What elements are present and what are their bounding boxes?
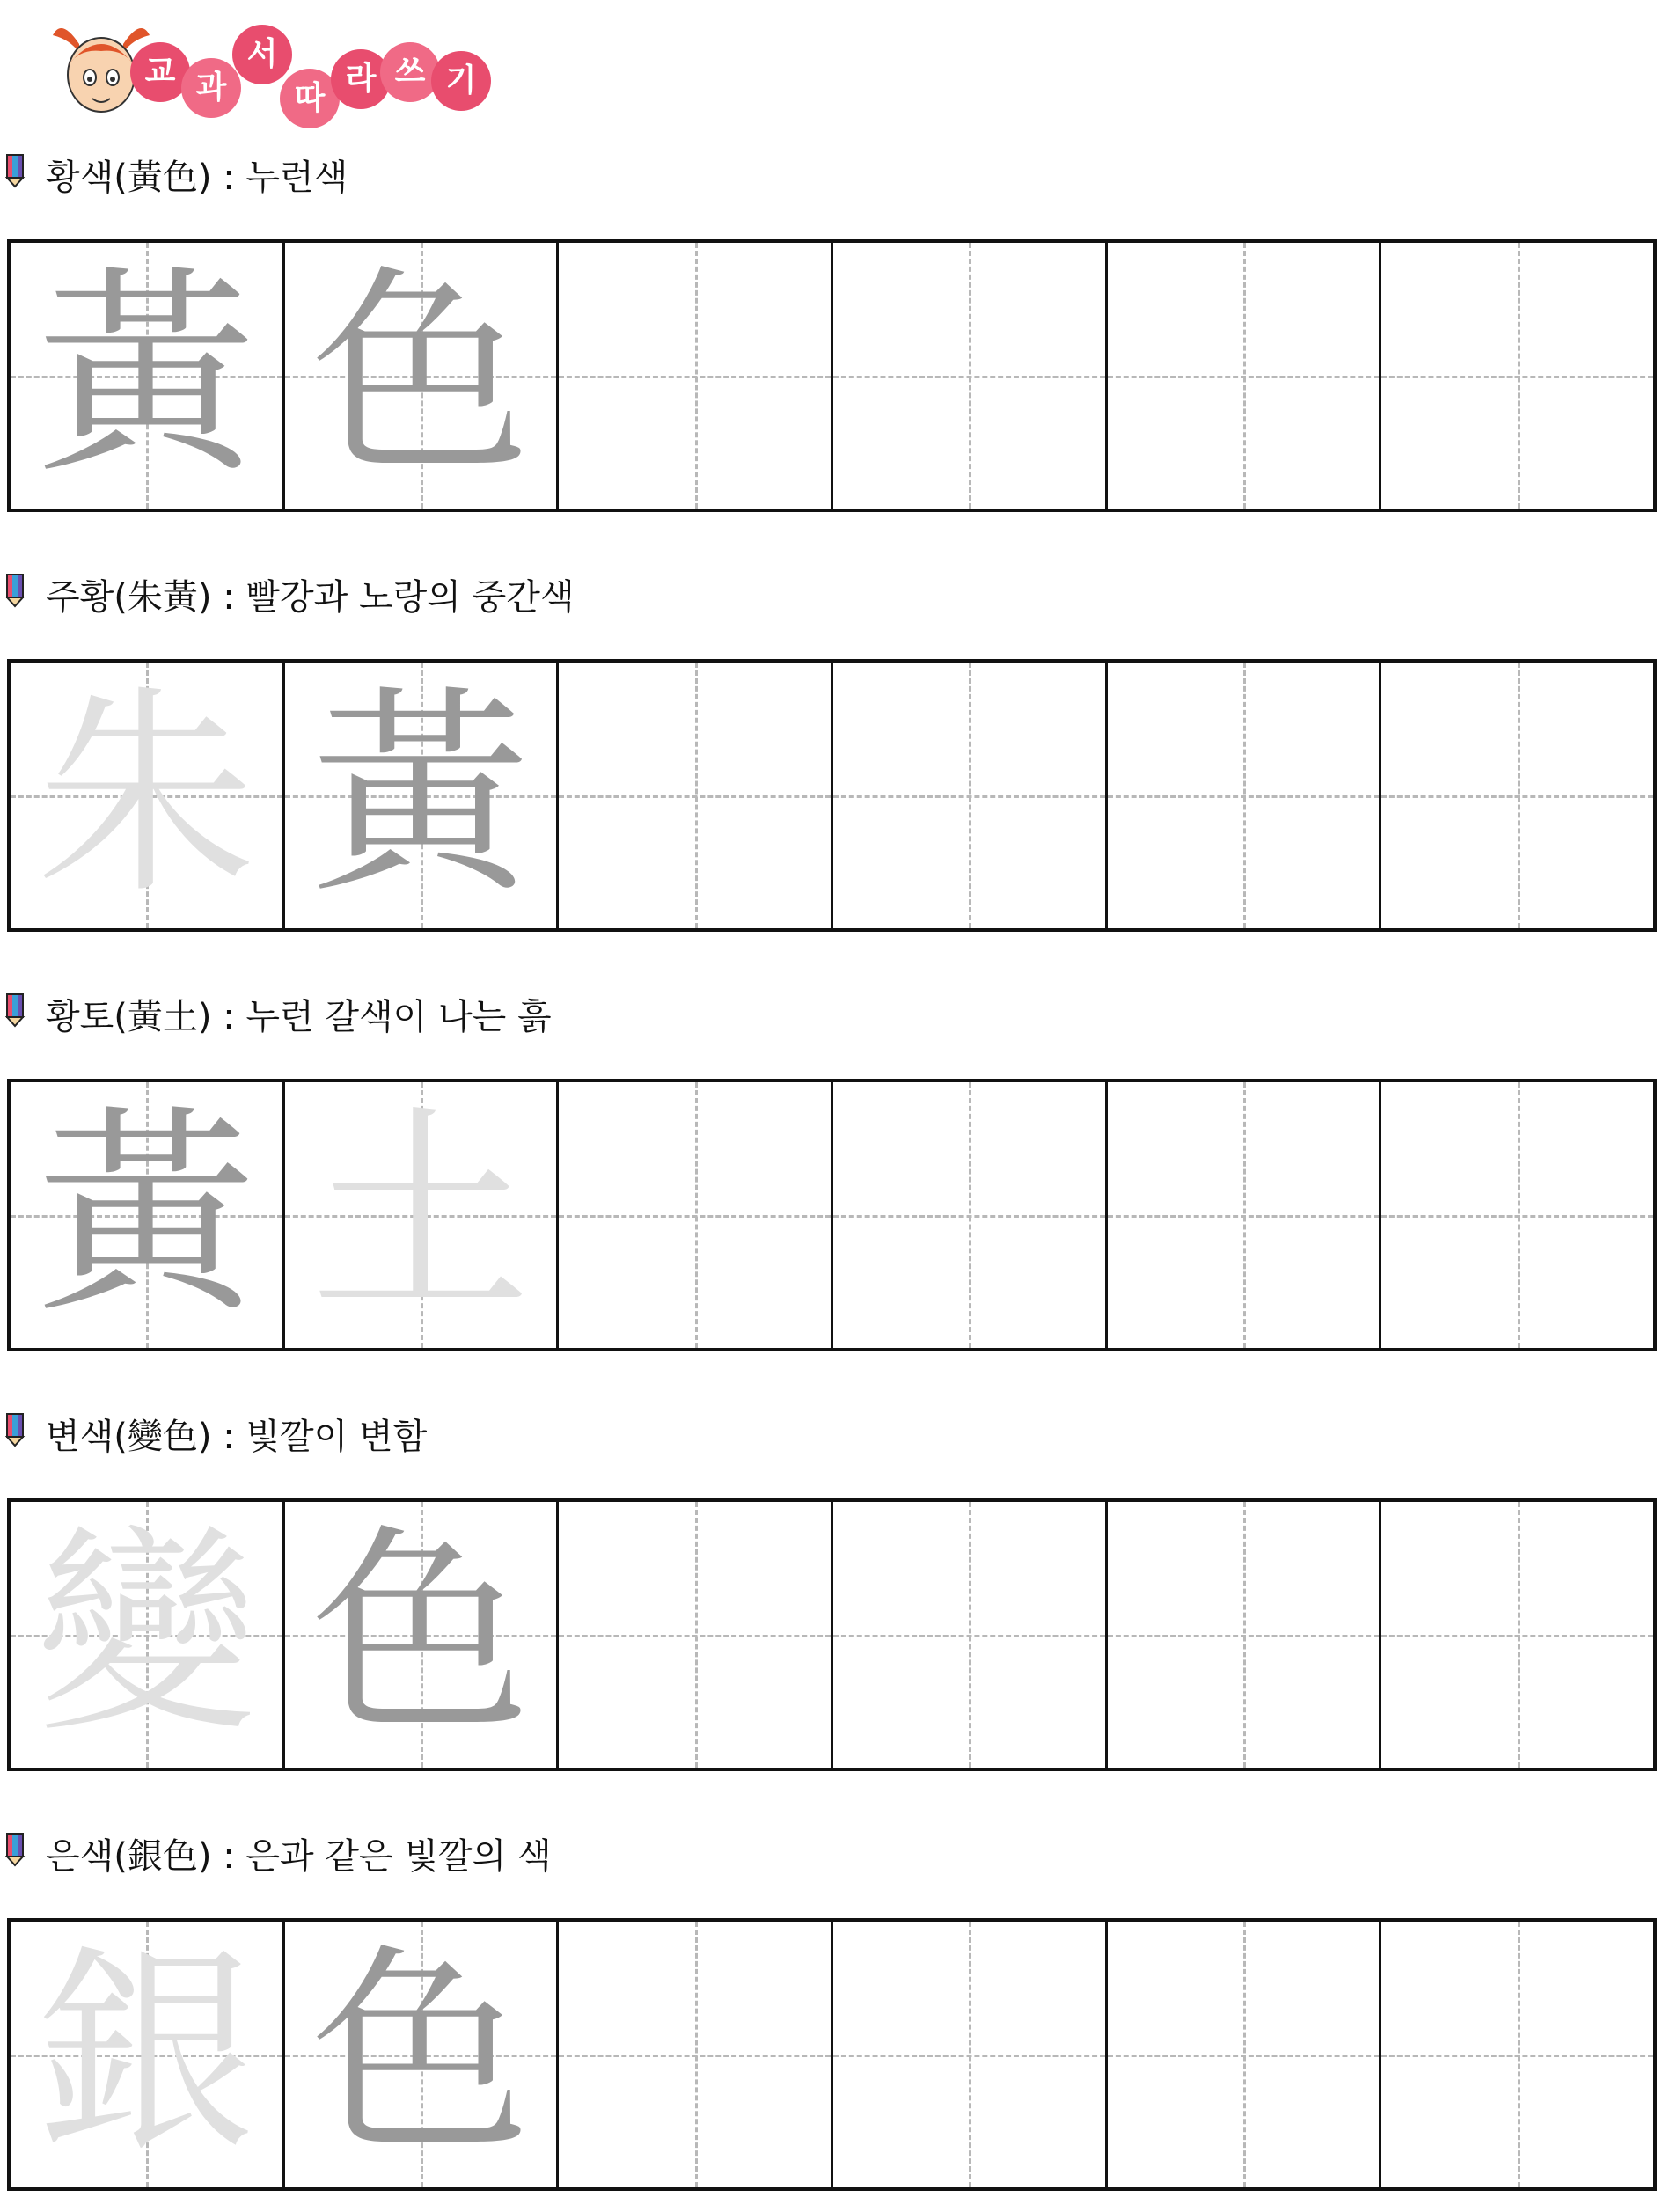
guide-line-horizontal [1108, 1215, 1380, 1218]
vocab-heading-text: 주황(朱黃) : 빨강과 노랑의 중간색 [46, 577, 575, 618]
practice-cell[interactable] [1381, 663, 1653, 928]
pencil-icon [5, 153, 28, 188]
trace-cell [285, 663, 560, 928]
trace-cell [11, 1082, 285, 1348]
guide-line-horizontal [833, 1215, 1105, 1218]
writing-grid [7, 1918, 1657, 2191]
pencil-icon [5, 992, 28, 1028]
trace-cell [11, 243, 285, 509]
practice-cell[interactable] [1381, 1502, 1653, 1768]
writing-grid [7, 1079, 1657, 1351]
pencil-icon [5, 573, 28, 608]
guide-line-horizontal [559, 795, 831, 798]
trace-cell [11, 663, 285, 928]
practice-cell[interactable] [1381, 1922, 1653, 2187]
trace-cell [11, 1922, 285, 2187]
writing-grid [7, 659, 1657, 932]
guide-line-horizontal [1381, 376, 1653, 378]
trace-cell [285, 1922, 560, 2187]
trace-cell [285, 1082, 560, 1348]
practice-cell[interactable] [1381, 1082, 1653, 1348]
practice-cell[interactable] [559, 1922, 833, 2187]
hanja-character: 土 [311, 1087, 531, 1343]
textbook-copy-logo [26, 0, 484, 132]
vocab-section [0, 1405, 1663, 1792]
practice-cell[interactable] [1108, 1082, 1382, 1348]
guide-line-horizontal [1108, 376, 1380, 378]
practice-cell[interactable] [1108, 1922, 1382, 2187]
guide-line-horizontal [559, 2055, 831, 2057]
hanja-character: 色 [311, 1926, 531, 2182]
vocab-section [0, 985, 1663, 1373]
practice-cell[interactable] [833, 1082, 1108, 1348]
trace-cell [285, 1502, 560, 1768]
hanja-character: 黃 [36, 247, 257, 503]
practice-cell[interactable] [1108, 243, 1382, 509]
logo-char: 쓰 [380, 42, 440, 102]
practice-cell[interactable] [559, 243, 833, 509]
practice-cell[interactable] [833, 1502, 1108, 1768]
practice-cell[interactable] [833, 1922, 1108, 2187]
vocab-section [0, 1825, 1663, 2212]
logo-char: 라 [331, 49, 391, 109]
pencil-icon [5, 1412, 28, 1447]
practice-cell[interactable] [559, 1082, 833, 1348]
writing-grid [7, 239, 1657, 512]
vocab-section [0, 146, 1663, 533]
hanja-character: 朱 [36, 667, 257, 923]
guide-line-horizontal [1381, 1635, 1653, 1637]
trace-cell [11, 1502, 285, 1768]
logo-char: 따 [280, 69, 340, 128]
vocab-heading-text: 은색(銀色) : 은과 같은 빛깔의 색 [46, 1836, 552, 1877]
practice-cell[interactable] [1381, 243, 1653, 509]
logo-char: 기 [431, 51, 491, 111]
guide-line-horizontal [833, 376, 1105, 378]
guide-line-horizontal [1381, 795, 1653, 798]
hanja-character: 黃 [36, 1087, 257, 1343]
vocab-section [0, 566, 1663, 953]
guide-line-horizontal [559, 376, 831, 378]
guide-line-horizontal [833, 1635, 1105, 1637]
vocab-heading-text: 황색(黃色) : 누런색 [46, 157, 348, 198]
hanja-character: 黃 [311, 667, 531, 923]
trace-cell [285, 243, 560, 509]
practice-cell[interactable] [833, 243, 1108, 509]
pencil-icon [5, 1832, 28, 1867]
guide-line-horizontal [1108, 795, 1380, 798]
guide-line-horizontal [1108, 2055, 1380, 2057]
logo-char: 서 [232, 25, 292, 84]
hanja-character: 銀 [36, 1926, 257, 2182]
guide-line-horizontal [1381, 1215, 1653, 1218]
vocab-heading-text: 황토(黃土) : 누런 갈색이 나는 흙 [46, 997, 552, 1037]
hanja-character: 色 [311, 1506, 531, 1762]
guide-line-horizontal [833, 795, 1105, 798]
practice-cell[interactable] [559, 663, 833, 928]
hanja-character: 變 [36, 1506, 257, 1762]
vocab-heading-text: 변색(變色) : 빛깔이 변함 [46, 1417, 428, 1457]
practice-cell[interactable] [559, 1502, 833, 1768]
practice-cell[interactable] [1108, 663, 1382, 928]
logo-char: 교 [130, 42, 190, 102]
guide-line-horizontal [1108, 1635, 1380, 1637]
writing-grid [7, 1498, 1657, 1771]
guide-line-horizontal [559, 1635, 831, 1637]
guide-line-horizontal [833, 2055, 1105, 2057]
logo-char: 과 [181, 58, 241, 118]
guide-line-horizontal [559, 1215, 831, 1218]
practice-cell[interactable] [1108, 1502, 1382, 1768]
practice-cell[interactable] [833, 663, 1108, 928]
hanja-character: 色 [311, 247, 531, 503]
guide-line-horizontal [1381, 2055, 1653, 2057]
